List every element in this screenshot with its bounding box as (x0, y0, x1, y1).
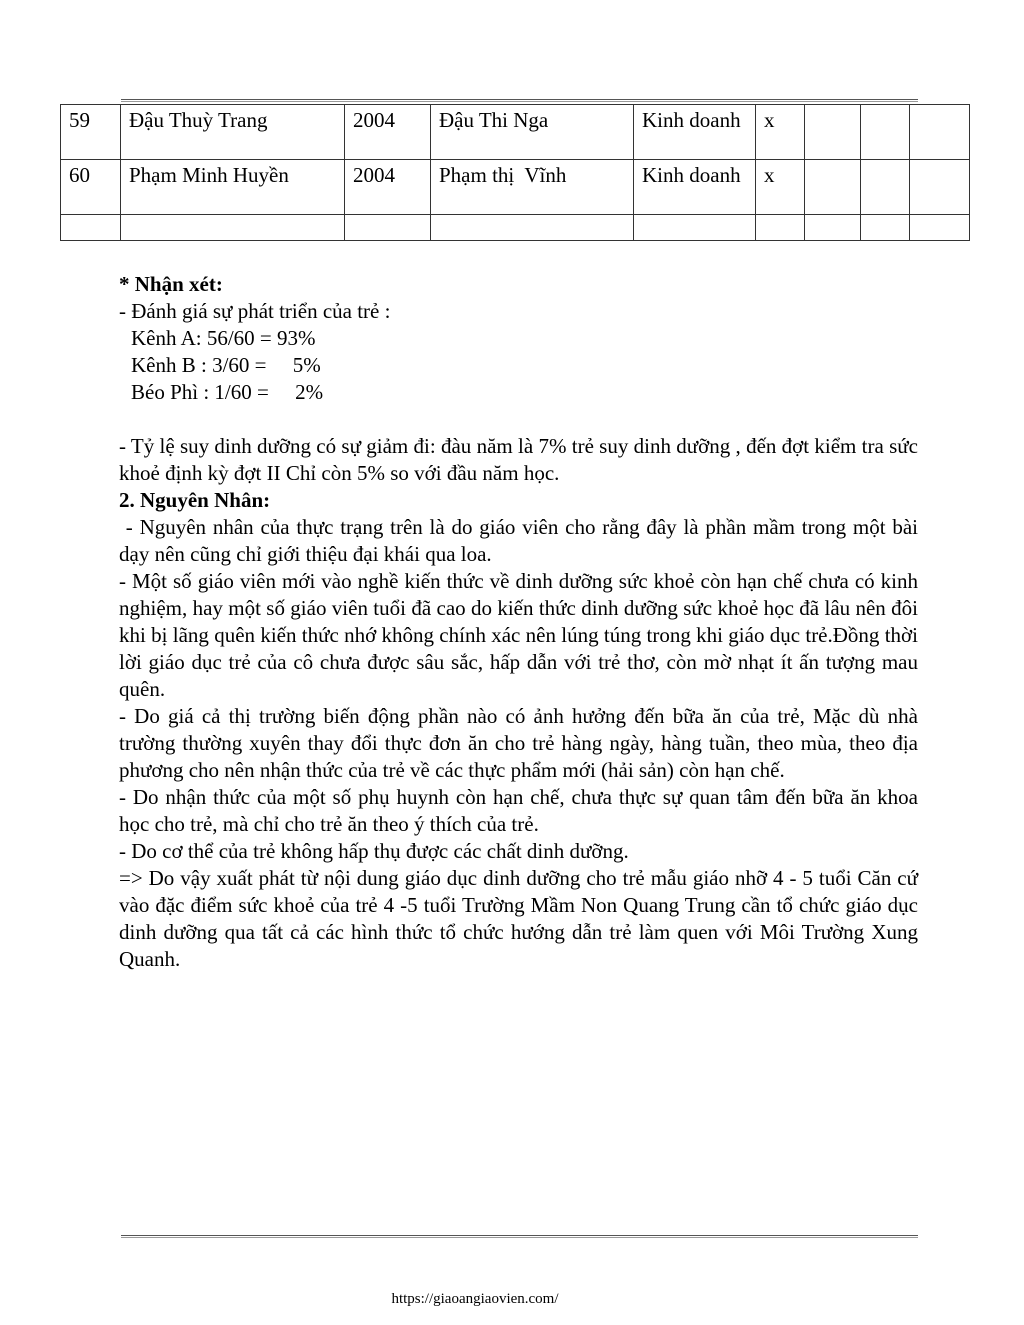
cell-empty (910, 160, 970, 215)
cell-name: Đậu Thuỳ Trang (121, 105, 345, 160)
cell-job: Kinh doanh (634, 160, 756, 215)
stat-kenh-a: Kênh A: 56/60 = 93% (131, 326, 316, 350)
cell-name: Phạm Minh Huyền (121, 160, 345, 215)
paragraph-cause-2: - Một số giáo viên mới vào nghề kiến thức về dinh dưỡng sức khoẻ còn hạn chế chưa có kinh nghiệm, hay một số giáo viên tuổi đã cao do kiến thức dinh dưỡng sức khoẻ học đã lâu nên đôi khi bị lãng quên kiến thức nhớ không chính xác nên lúng túng trong khi giáo dục trẻ.Đồng thời lời giáo dục trẻ của cô chưa được sâu sắc, hấp dẫn với trẻ thơ, còn mờ nhạt ít ấn tượng mau quên. (119, 569, 918, 701)
table-row (61, 105, 970, 160)
cell-stt: 59 (61, 105, 121, 160)
cell-empty (910, 215, 970, 241)
stat-beo-phi: Béo Phì : 1/60 = 2% (131, 380, 324, 404)
footer-url: https://giaoangiaovien.com/ (391, 1291, 559, 1307)
cell-empty (431, 215, 634, 241)
cell-year: 2004 (345, 105, 431, 160)
footer-rule (121, 1235, 918, 1238)
evaluation-line: - Đánh giá sự phát triển của trẻ : (119, 299, 391, 323)
cell-empty (805, 215, 861, 241)
paragraph-cause-1: - Nguyên nhân của thực trạng trên là do giáo viên cho rằng đây là phần mầm trong một bài dạy nên cũng chỉ giới thiệu đại khái qua loa. (119, 515, 924, 566)
cell-stt: 60 (61, 160, 121, 215)
cell-mark: x (756, 105, 805, 160)
spacer (119, 406, 918, 433)
cell-mark: x (756, 160, 805, 215)
document-body (119, 271, 924, 973)
cell-empty (861, 215, 910, 241)
table-row (61, 160, 970, 215)
cell-empty (861, 160, 910, 215)
paragraph-cause-5: - Do cơ thể của trẻ không hấp thụ được các chất dinh dưỡng. (119, 839, 629, 863)
cell-empty (345, 215, 431, 241)
cell-empty (756, 215, 805, 241)
student-table (60, 104, 970, 241)
cell-empty (634, 215, 756, 241)
cell-empty (861, 105, 910, 160)
cell-empty (910, 105, 970, 160)
cell-empty (805, 105, 861, 160)
cell-parent: Phạm thị Vĩnh (431, 160, 634, 215)
paragraph-cause-4: - Do nhận thức của một số phụ huynh còn hạn chế, chưa thực sự quan tâm đến bữa ăn khoa học cho trẻ, mà chỉ cho trẻ ăn theo ý thích của trẻ. (119, 785, 918, 836)
cell-job: Kinh doanh (634, 105, 756, 160)
table-row-empty (61, 215, 970, 241)
paragraph-malnutrition-rate: - Tỷ lệ suy dinh dưỡng có sự giảm đi: đàu năm là 7% trẻ suy dinh dưỡng , đến đợt kiểm tra sức khoẻ định kỳ đợt II Chỉ còn 5% so với đầu năm học. (119, 434, 918, 485)
cell-year: 2004 (345, 160, 431, 215)
paragraph-cause-3: - Do giá cả thị trường biến động phần nào có ảnh hưởng đến bữa ăn của trẻ, Mặc dù nhà trường thường xuyên thay đổi thực đơn ăn cho trẻ hàng ngày, hàng tuần, theo mùa, theo địa phương cho nên nhận thức của trẻ về các thực phẩm mới (hải sản) còn hạn chế. (119, 704, 918, 782)
remark-heading: * Nhận xét: (119, 272, 223, 296)
cell-empty (121, 215, 345, 241)
header-rule (121, 99, 918, 102)
cell-parent: Đậu Thi Nga (431, 105, 634, 160)
stat-kenh-b: Kênh B : 3/60 = 5% (131, 353, 321, 377)
cell-empty (805, 160, 861, 215)
paragraph-conclusion: => Do vậy xuất phát từ nội dung giáo dục dinh dưỡng cho trẻ mẫu giáo nhỡ 4 - 5 tuổi Căn cứ vào đặc điểm sức khoẻ của trẻ 4 -5 tuổi Trường Mầm Non Quang Trung cần tổ chức giáo dục dinh dưỡng qua tất cả các hình thức tổ chức hướng dẫn trẻ làm quen với Môi Trường Xung Quanh. (119, 866, 918, 971)
cell-empty (61, 215, 121, 241)
section-heading-causes: 2. Nguyên Nhân: (119, 488, 271, 512)
